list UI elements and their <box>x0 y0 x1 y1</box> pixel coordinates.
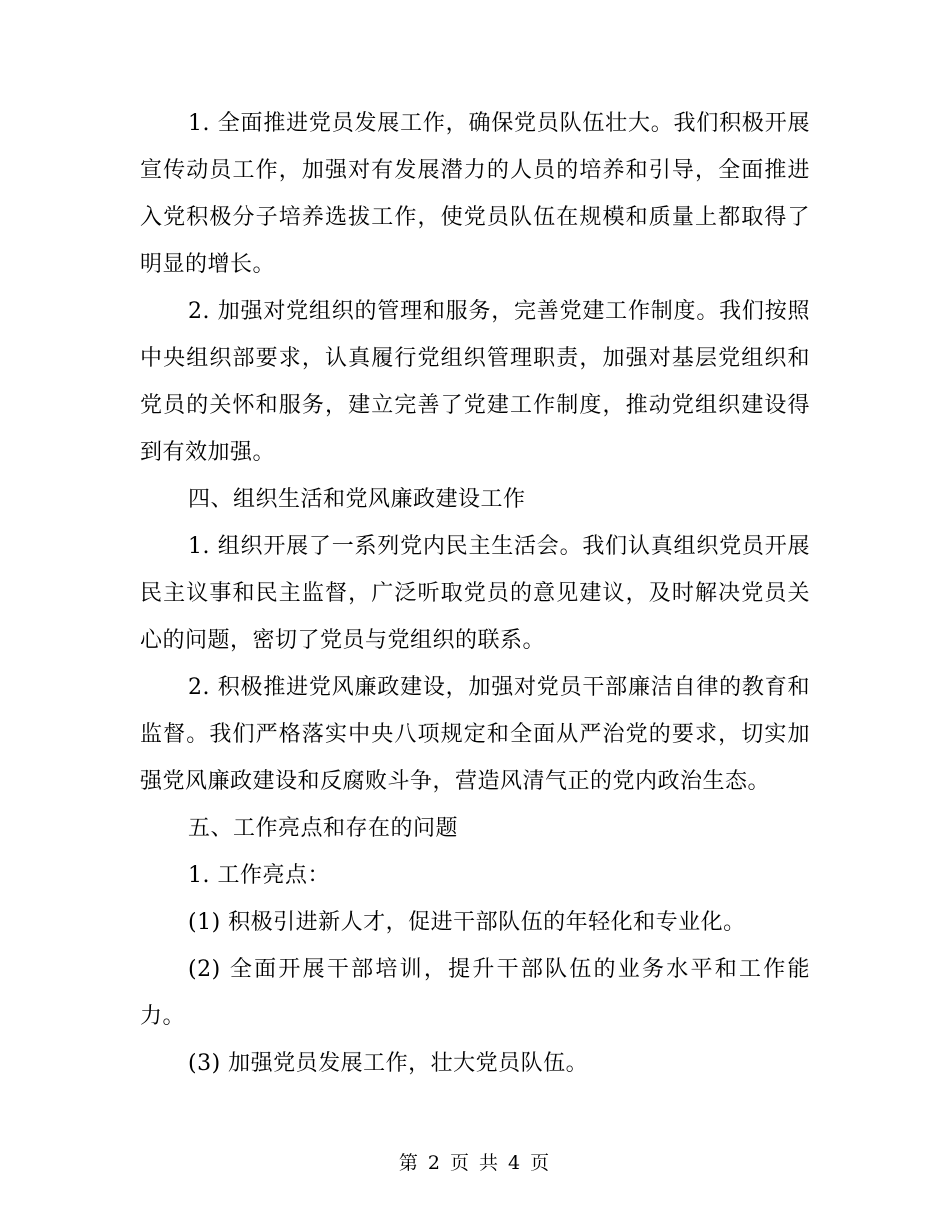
paragraph-party-organization-management: 2. 加强对党组织的管理和服务，完善党建工作制度。我们按照中央组织部要求，认真履行党组织管理职责，加强对基层党组织和党员的关怀和服务，建立完善了党建工作制度，推动党组织建设得到有效加强。 <box>140 299 810 465</box>
page-number-footer: 第 2 页 共 4 页 <box>398 1152 552 1174</box>
paragraph-democratic-life-meetings: 1. 组织开展了一系列党内民主生活会。我们认真组织党员开展民主议事和民主监督，广泛听取党员的意见建议，及时解决党员关心的问题，密切了党员与党组织的联系。 <box>140 534 810 653</box>
paragraph-party-member-development: 1. 全面推进党员发展工作，确保党员队伍壮大。我们积极开展宣传动员工作，加强对有发展潜力的人员的培养和引导，全面推进入党积极分子培养选拔工作，使党员队伍在规模和质量上都取得了明显的增长。 <box>140 111 810 277</box>
list-item-highlight-3: (3) 加强党员发展工作，壮大党员队伍。 <box>188 1051 589 1076</box>
list-item-highlight-2: (2) 全面开展干部培训，提升干部队伍的业务水平和工作能力。 <box>140 957 810 1029</box>
section-heading-organizational-life: 四、组织生活和党风廉政建设工作 <box>188 487 526 512</box>
section-heading-highlights-and-problems: 五、工作亮点和存在的问题 <box>188 816 459 841</box>
list-item-highlight-1: (1) 积极引进新人才，促进干部队伍的年轻化和专业化。 <box>188 910 746 935</box>
document-body <box>140 100 810 1087</box>
subheading-work-highlights: 1. 工作亮点： <box>188 863 330 888</box>
paragraph-integrity-building: 2. 积极推进党风廉政建设，加强对党员干部廉洁自律的教育和监督。我们严格落实中央八项规定和全面从严治党的要求，切实加强党风廉政建设和反腐败斗争，营造风清气正的党内政治生态。 <box>140 675 810 794</box>
